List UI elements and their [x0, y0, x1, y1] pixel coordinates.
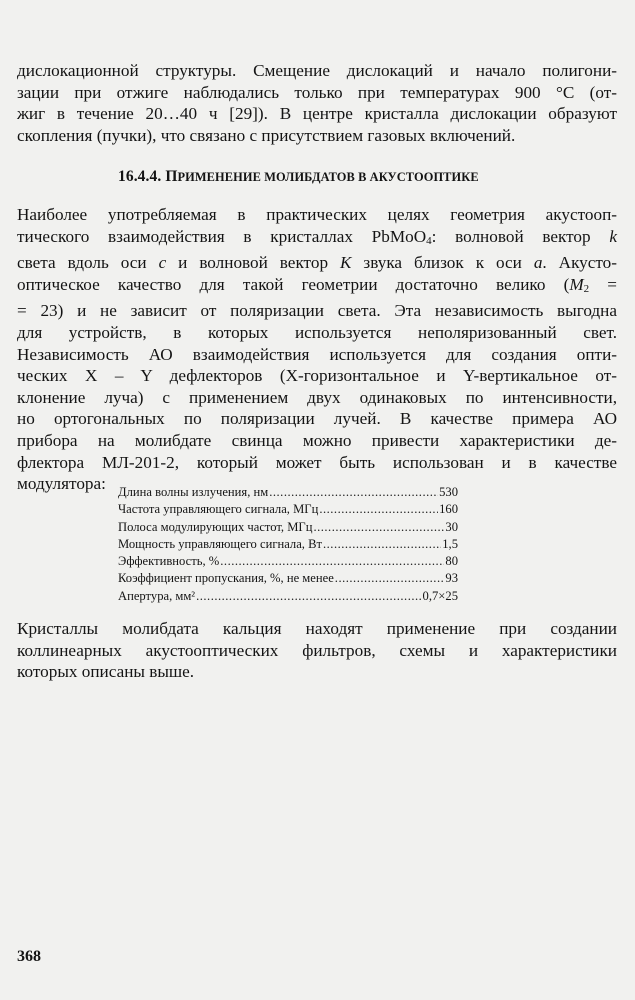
text-line: света вдоль оси c и волновой вектор K звука близок к оси a. Акусто-	[17, 253, 618, 273]
text-line: дислокационной структуры. Смещение дислокаций и начало полигони-	[17, 61, 617, 80]
text-line: жиг в течение 20…40 ч [29]). В центре кристалла дислокации образуют	[17, 104, 617, 124]
heading-first-letter: П	[165, 168, 178, 185]
spec-label: Апертура, мм²	[118, 588, 196, 603]
spec-label: Частота управляющего сигнала, МГц	[118, 502, 319, 517]
spec-label: Коэффициент пропускания, %, не менее	[118, 571, 334, 586]
spec-value: 1,5	[442, 536, 458, 551]
spec-label: Эффективность, %	[118, 554, 220, 569]
text-line: скопления (пучки), что связано с присутствием газовых включений.	[17, 125, 516, 145]
leader-dots	[313, 519, 444, 536]
text-line: Наиболее употребляемая в практических целях геометрия акустооп-	[17, 205, 617, 224]
text-line: коллинеарных акустооптических фильтров, схемы и характеристики	[17, 640, 617, 660]
text-line: для устройств, в которых используется неполяризованный свет.	[17, 322, 617, 342]
text-line: прибора на молибдате свинца можно привести характеристики де-	[17, 430, 617, 450]
paragraph-acoustooptic-geometry	[17, 204, 617, 495]
paragraph-dislocations	[17, 60, 617, 146]
spec-value: 160	[439, 502, 458, 517]
heading-rest: РИМЕНЕНИЕ МОЛИБДАТОВ В АКУСТООПТИКЕ	[177, 170, 479, 184]
deflector-spec-list	[118, 484, 458, 605]
text-line: клонение луча) с применением двух одинаковых по интенсивности,	[17, 387, 617, 407]
spec-value: 93	[445, 571, 458, 586]
leader-dots	[335, 570, 445, 587]
spec-row	[118, 553, 458, 570]
leader-dots	[319, 501, 438, 518]
leader-dots	[220, 553, 444, 570]
text-line: ческих X – Y дефлекторов (X-горизонтальное и Y-вертикальное от-	[17, 366, 617, 386]
text-line: тического взаимодействия в кристаллах PbMoO$_4$: волновой вектор k	[17, 226, 617, 247]
text-line: флектора МЛ-201-2, который может быть использован и в качестве	[17, 452, 617, 472]
text-line: но ортогональных по поляризации лучей. В качестве примера АО	[17, 409, 617, 429]
spec-value: 0,7×25	[422, 588, 458, 603]
page-number: 368	[17, 948, 41, 965]
spec-row	[118, 501, 458, 518]
text-line: зации при отжиге наблюдались только при температурах 900 °С (от-	[17, 82, 617, 102]
spec-row	[118, 519, 458, 536]
spec-label: Длина волны излучения, нм	[118, 485, 269, 499]
leader-dots	[323, 536, 441, 553]
spec-label: Мощность управляющего сигнала, Вт	[118, 536, 322, 551]
spec-row	[118, 484, 458, 501]
spec-row	[118, 536, 458, 553]
section-heading	[118, 168, 479, 186]
leader-dots	[196, 588, 421, 605]
spec-value: 80	[445, 554, 458, 569]
spec-value: 530	[439, 485, 458, 499]
spec-row	[118, 588, 458, 605]
text-line: = 23) и не зависит от поляризации света. Эта независимость выгодна	[17, 301, 617, 321]
paragraph-calcium-molybdate	[17, 618, 617, 683]
heading-number: 16.4.4.	[118, 168, 162, 185]
text-line: оптическое качество для такой геометрии достаточно велико ($M_2$ =	[17, 274, 617, 295]
spec-value: 30	[445, 519, 458, 534]
text-line: модулятора:	[17, 474, 106, 494]
text-line: Кристаллы молибдата кальция находят применение при создании	[17, 619, 617, 638]
spec-label: Полоса модулирующих частот, МГц	[118, 519, 313, 534]
text-line: которых описаны выше.	[17, 662, 195, 682]
leader-dots	[269, 484, 438, 501]
text-line: Независимость АО взаимодействия используется для создания опти-	[17, 344, 617, 364]
spec-row	[118, 570, 458, 587]
